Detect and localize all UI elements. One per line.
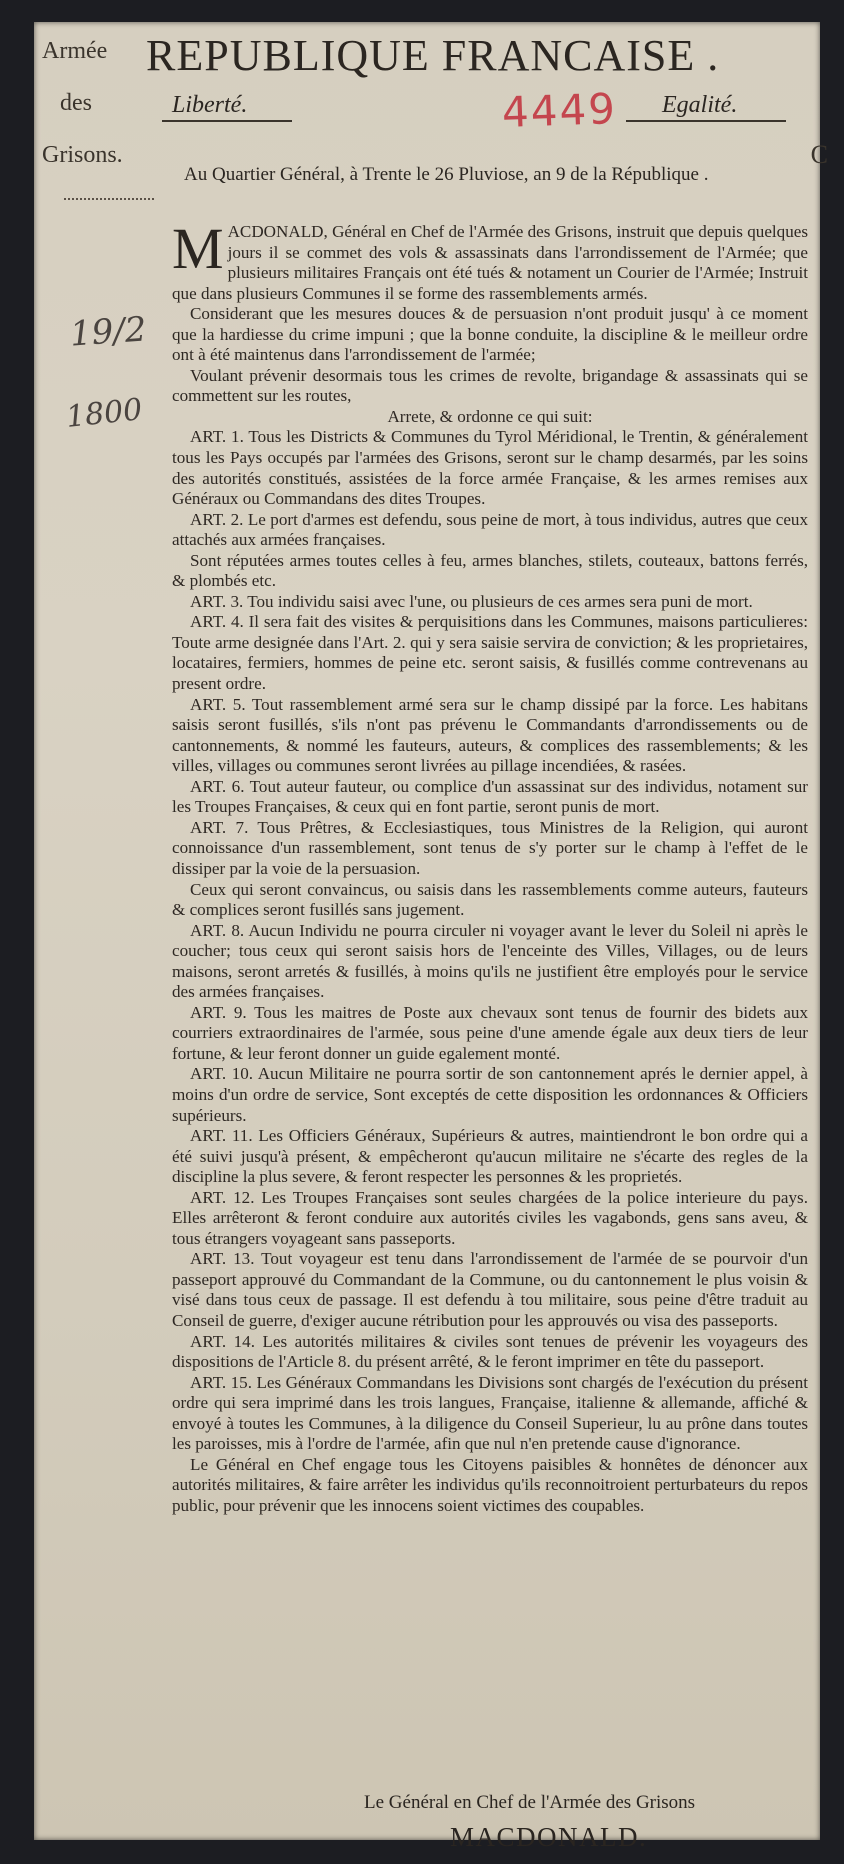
article-13: ART. 13. Tout voyageur est tenu dans l'arrondissement de l'armée de se pourvoir d'un passeport approuvé du Commandant de la Commune, ou du cantonnement le plus voisin & visé dans tous ceux de passage. Il est defendu à tou militaire, sous peine d'être traduit au Conseil de guerre, d'exiger aucune rétribution pour les approuvés ou visa des passeports.: [172, 1249, 808, 1330]
motto-underline-left: [162, 120, 292, 122]
article-11: ART. 11. Les Officiers Généraux, Supérieurs & autres, maintiendront le bon ordre qui a été suivi jusqu'à présent, & empêcheront qu'aucun militaire ne s'écarte des regles de la discipline la plus severe, & feront respecter les personnes & les proprietés.: [172, 1126, 808, 1187]
article-4: ART. 4. Il sera fait des visites & perquisitions dans les Communes, maisons particulieres: Toute arme designée dans l'Art. 2. qui y sera saisie servira de conviction; & les proprietaires, locataires, fermiers, hommes de peine etc. seront saisis, & fusillés comme contrevenans au present ordre.: [172, 612, 808, 694]
article-1: ART. 1. Tous les Districts & Communes du Tyrol Méridional, le Trentin, & généralement tous les Pays occupés par l'armées des Grisons, seront sur le champ desarmés, par les soins des autorités constitués, assistées de la force armée Française, & les armes remises aux Généraux ou Commandans des dites Troupes.: [172, 427, 808, 509]
decree-line: Arrete, & ordonne ce qui suit:: [387, 406, 593, 426]
article-14: ART. 14. Les autorités militaires & civiles sont tenues de prévenir les voyageurs des dispositions de l'Article 8. du présent arrêté, & le feront imprimer en tête du passeport.: [172, 1331, 808, 1372]
motto-liberte: Liberté.: [172, 92, 248, 118]
dotted-rule: [64, 198, 154, 200]
article-12: ART. 12. Les Troupes Françaises sont seules chargées de la police interieure du pays. Elles arrêteront & feront conduire aux autorités civiles les vagabonds, gens sans aveu, & tous étrangers voyageant sans passeports.: [172, 1187, 808, 1248]
article-15: ART. 15. Les Généraux Commandans les Divisions sont chargés de l'exécution du présent ordre qui sera imprimé dans les trois langues, Française, italienne & allemande, affiché & envoyé à toutes les Communes, à la diligence du Conseil Superieur, lu au prône dans toutes les paroisses, mis à l'ordre de l'armée, afin que nul n'en pretende cause d'ignorance.: [172, 1372, 808, 1454]
signature-name: MACDONALD.: [450, 1822, 648, 1852]
motto-egalite: Egalité.: [662, 92, 738, 118]
proclamation-sheet: [34, 22, 828, 1852]
side-label-grisons: Grisons.: [42, 142, 123, 168]
drop-cap: M: [172, 216, 224, 281]
side-label-armee: Armée: [42, 38, 108, 64]
article-10: ART. 10. Aucun Militaire ne pourra sortir de son cantonnement aprés le dernier appel, à moins d'un ordre de service, Sont exceptés de cette disposition les ordonnances & Officiers supérieurs.: [172, 1064, 808, 1125]
archive-number-stamp: 4449: [501, 84, 618, 137]
dateline: Au Quartier Général, à Trente le 26 Pluviose, an 9 de la République .: [184, 164, 709, 185]
motto-underline-right: [626, 120, 786, 122]
handwritten-note-year: 1800: [64, 392, 144, 435]
article-7: ART. 7. Tous Prêtres, & Ecclesiastiques, tous Ministres de la Religion, qui auront connoissance d'un rassemblement, sont tenus de s'y porter sur le champ à l'effet de le dissiper par la voie de la persuasion.: [172, 817, 808, 878]
conclusion-paragraph: Le Général en Chef engage tous les Citoyens paisibles & honnêtes de dénoncer aux autorités militaires, & faire arrêter les individus qu'ils reconnoitroient perturbateurs du repos public, pour prévenir que les innocens soient victimes des coupables.: [172, 1454, 808, 1515]
wishing-paragraph: Voulant prévenir desormais tous les crimes de revolte, brigandage & assassinats qui se commettent sur les routes,: [172, 365, 808, 406]
signature-title: Le Général en Chef de l'Armée des Grisons: [364, 1792, 696, 1813]
article-9: ART. 9. Tous les maitres de Poste aux chevaux sont tenus de fournir des bidets aux courriers extraordinaires de l'armée, sous peine d'une amende égale aux deux tiers de leur fortune, & leur feront donner un guide egalement monté.: [172, 1002, 808, 1063]
intro-paragraph: [172, 216, 808, 304]
handwritten-note-date: 19/2: [68, 309, 148, 355]
article-7-addendum: Ceux qui seront convaincus, ou saisis dans les rassemblements comme auteurs, fauteurs & complices seront fusillés sans jugement.: [172, 879, 808, 920]
article-3: ART. 3. Tou individu saisi avec l'une, ou plusieurs de ces armes sera puni de mort.: [190, 591, 753, 611]
article-5: ART. 5. Tout rassemblement armé sera sur le champ dissipé par la force. Les habitans saisis seront fusillés, s'ils n'ont pas prévenu le Commandants d'arrondissements ou de cantonnements, & nommé les fauteurs, auteurs, & complices des rassemblements; & les villes, villages ou communes seront livrées au pillage incendiées, & rasées.: [172, 694, 808, 776]
proclamation-body: [172, 216, 808, 1516]
side-label-des: des: [60, 90, 92, 116]
intro-text: ACDONALD, Général en Chef de l'Armée des Grisons, instruit que depuis quelques jours il se commet des vols & assassinats dans l'arrondissement de l'Armée; que plusieurs militaires Français ont été tués & notament un Courier de l'Armée; Instruit que dans plusieurs Communes il se forme des rassemblements armés.: [172, 222, 808, 303]
article-2: ART. 2. Le port d'armes est defendu, sous peine de mort, à tous individus, autres que ceux attachés aux armées françaises.: [172, 509, 808, 550]
edge-letter: C: [810, 140, 828, 169]
article-8: ART. 8. Aucun Individu ne pourra circuler ni voyager avant le lever du Soleil ni après le coucher; tous ceux qui seront saisis hors de l'enceinte des Villes, Villages, ou de leurs maisons, seront arretés & fusillés, à moins qu'ils ne justifient être employés pour le service des armées françaises.: [172, 920, 808, 1002]
page-title: REPUBLIQUE FRANCAISE .: [146, 31, 720, 80]
considering-paragraph: Considerant que les mesures douces & de persuasion n'ont produit jusqu' à ce moment que la hardiesse du crime impuni ; que la bonne conduite, la discipline & le meilleur ordre ont à été maintenus dans l'arrondissement de l'armée;: [172, 304, 808, 365]
article-2-definition: Sont réputées armes toutes celles à feu, armes blanches, stilets, couteaux, battons ferrés, & plombés etc.: [172, 550, 808, 591]
article-6: ART. 6. Tout auteur fauteur, ou complice d'un assassinat sur des individus, notament sur les Troupes Françaises, & ceux qui en font partie, seront punis de mort.: [172, 776, 808, 817]
